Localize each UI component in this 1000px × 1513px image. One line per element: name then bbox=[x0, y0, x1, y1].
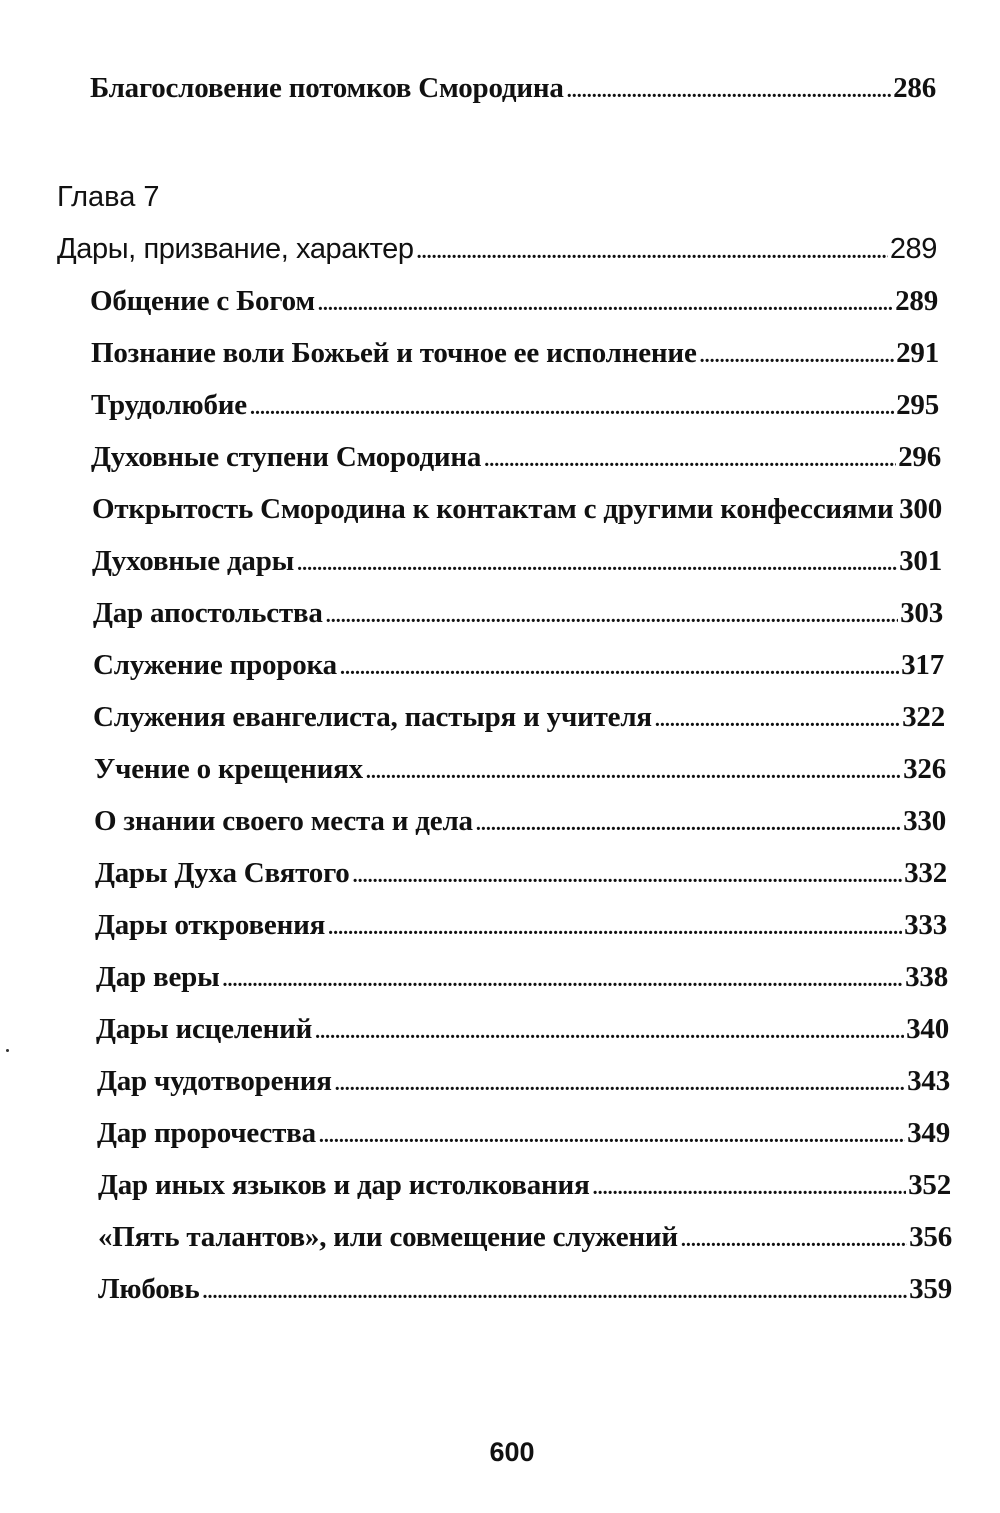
toc-entry-title: О знании своего места и дела bbox=[94, 805, 473, 837]
chapter-title: Дары, призвание, характер bbox=[57, 233, 414, 265]
toc-entry-title: Любовь bbox=[98, 1273, 200, 1305]
toc-entry bbox=[94, 753, 946, 786]
toc-entry-title: Дары исцелений bbox=[96, 1013, 313, 1045]
leader-dots bbox=[319, 1126, 905, 1146]
leader-dots bbox=[315, 1022, 904, 1042]
chapter-title-entry bbox=[57, 233, 937, 266]
toc-entry-page: 349 bbox=[907, 1117, 950, 1149]
toc-entry-page: 296 bbox=[898, 441, 941, 473]
toc-entry-title: Трудолюбие bbox=[91, 389, 247, 421]
toc-entry-title: Дар иных языков и дар истолкования bbox=[98, 1169, 590, 1201]
leader-dots bbox=[250, 398, 894, 418]
toc-entry-page: 322 bbox=[902, 701, 945, 733]
toc-entry-page: 330 bbox=[903, 805, 946, 837]
leader-dots bbox=[700, 346, 894, 366]
toc-entry bbox=[93, 597, 943, 630]
leader-dots bbox=[335, 1074, 905, 1094]
toc-entry bbox=[98, 1169, 951, 1202]
leader-dots bbox=[340, 658, 899, 678]
toc-entry-title: Духовные дары bbox=[92, 545, 295, 577]
toc-entry-page: 352 bbox=[908, 1169, 951, 1201]
toc-entry-title: Дар чудотворения bbox=[97, 1065, 332, 1097]
leader-dots bbox=[202, 1282, 907, 1302]
toc-entry bbox=[91, 337, 939, 370]
toc-entry-title: Дары откровения bbox=[95, 909, 326, 941]
leader-dots bbox=[593, 1178, 907, 1198]
toc-entry-page: 289 bbox=[895, 285, 938, 317]
toc-entry-title: Учение о крещениях bbox=[94, 753, 363, 785]
toc-entry bbox=[94, 805, 946, 838]
leader-dots bbox=[223, 970, 904, 990]
toc-entry-page: 359 bbox=[909, 1273, 952, 1305]
toc-entry-page: 343 bbox=[907, 1065, 950, 1097]
toc-entry-title: Дары Духа Святого bbox=[95, 857, 350, 889]
toc-entry-title: Дар апостольства bbox=[93, 597, 323, 629]
toc-entry bbox=[98, 1221, 952, 1254]
toc-entry-page: 332 bbox=[904, 857, 947, 889]
toc-entry bbox=[97, 1117, 950, 1150]
toc-entry-title: Познание воли Божьей и точное ее исполнение bbox=[91, 337, 697, 369]
leader-dots bbox=[655, 710, 900, 730]
toc-entry-page: 326 bbox=[903, 753, 946, 785]
toc-entry bbox=[91, 441, 941, 474]
page-number: 600 bbox=[489, 1437, 535, 1467]
toc-entry-page: 333 bbox=[904, 909, 947, 941]
chapter-page: 289 bbox=[889, 233, 937, 265]
toc-entry-page: 303 bbox=[900, 597, 943, 629]
toc-entry-title: «Пять талантов», или совмещение служений bbox=[98, 1221, 678, 1253]
toc-entry bbox=[93, 649, 944, 682]
toc-entry-page: 317 bbox=[901, 649, 944, 681]
toc-entry-title: Благословение потомков Смородина bbox=[90, 72, 564, 104]
toc-entry-page: 301 bbox=[899, 545, 942, 577]
toc-entry-title: Служения евангелиста, пастыря и учителя bbox=[93, 701, 652, 733]
toc-entry bbox=[95, 857, 947, 890]
toc-entry-title: Дар пророчества bbox=[97, 1117, 316, 1149]
leader-dots bbox=[896, 502, 897, 522]
scan-speck bbox=[6, 1049, 9, 1052]
toc-entry-page: 291 bbox=[896, 337, 939, 369]
leader-dots bbox=[681, 1230, 907, 1250]
leader-dots bbox=[328, 918, 902, 938]
leader-dots bbox=[297, 554, 897, 574]
chapter-label: Глава 7 bbox=[57, 181, 160, 213]
toc-entry bbox=[91, 389, 939, 422]
toc-entry bbox=[93, 701, 945, 734]
leader-dots bbox=[484, 450, 896, 470]
toc-entry-page: 356 bbox=[909, 1221, 952, 1253]
toc-entry-intro bbox=[90, 72, 936, 105]
leader-dots bbox=[326, 606, 898, 626]
leader-dots bbox=[417, 242, 888, 262]
toc-entry bbox=[95, 909, 947, 942]
leader-dots bbox=[366, 762, 901, 782]
toc-entry-title: Общение с Богом bbox=[90, 285, 315, 317]
leader-dots bbox=[567, 81, 891, 101]
toc-entry bbox=[96, 961, 948, 994]
toc-entry bbox=[90, 285, 938, 318]
leader-dots bbox=[476, 814, 901, 834]
toc-entry-title: Духовные ступени Смородина bbox=[91, 441, 482, 473]
toc-entry bbox=[92, 493, 942, 526]
toc-entry-title: Дар веры bbox=[96, 961, 220, 993]
toc-entry bbox=[97, 1065, 950, 1098]
toc-entry-page: 295 bbox=[896, 389, 939, 421]
toc-entry bbox=[96, 1013, 949, 1046]
toc-entry bbox=[98, 1273, 952, 1306]
toc-entry-title: Открытость Смородина к контактам с другими конфессиями bbox=[92, 493, 894, 525]
toc-entry-page: 286 bbox=[893, 72, 936, 104]
toc-entry bbox=[92, 545, 942, 578]
toc-entry-page: 340 bbox=[906, 1013, 949, 1045]
leader-dots bbox=[318, 294, 893, 314]
toc-entry-page: 300 bbox=[899, 493, 942, 525]
leader-dots bbox=[353, 866, 902, 886]
toc-entry-page: 338 bbox=[905, 961, 948, 993]
toc-entry-title: Служение пророка bbox=[93, 649, 337, 681]
